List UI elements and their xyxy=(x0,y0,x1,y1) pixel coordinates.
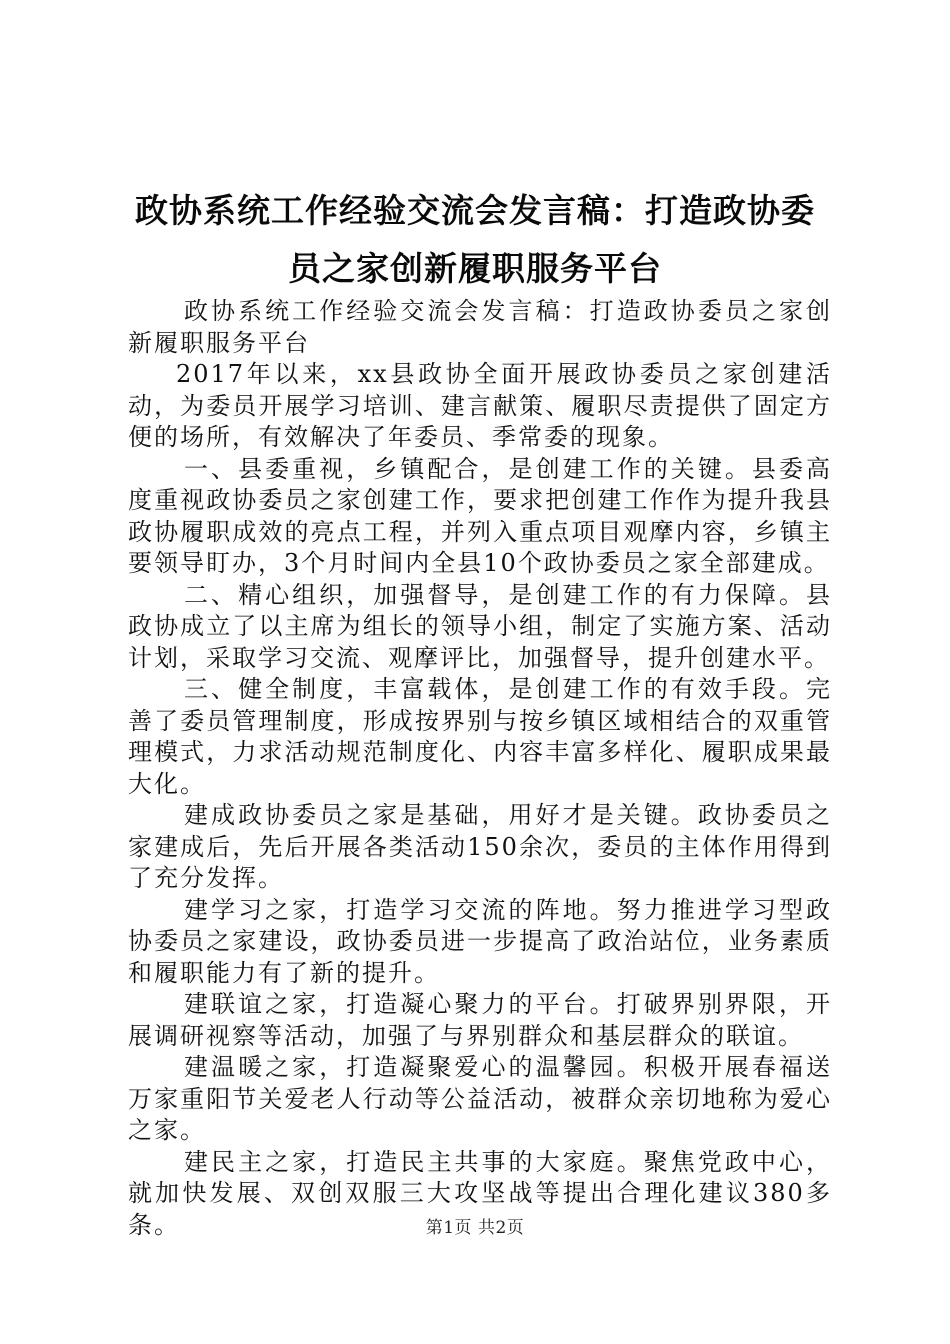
paragraph-intro: 2017年以来，xx县政协全面开展政协委员之家创建活动，为委员开展学习培训、建言献策、履职尽责提供了固定方便的场所，有效解决了年委员、季常委的现象。 xyxy=(128,360,832,451)
title-line-2: 员之家创新履职服务平台 xyxy=(288,249,662,288)
paragraph-friendship-home: 建联谊之家，打造凝心聚力的平台。打破界别界限，开展调研视察等活动，加强了与界别群众和基层群众的联谊。 xyxy=(128,990,832,1050)
paragraph-subtitle: 政协系统工作经验交流会发言稿：打造政协委员之家创新履职服务平台 xyxy=(128,297,832,357)
page-footer: 第1页 共2页 xyxy=(425,1218,525,1238)
paragraph-foundation: 建成政协委员之家是基础，用好才是关键。政协委员之家建成后，先后开展各类活动150余次，委员的主体作用得到了充分发挥。 xyxy=(128,801,832,892)
document-body xyxy=(128,296,832,1241)
paragraph-point-3: 三、健全制度，丰富载体，是创建工作的有效手段。完善了委员管理制度，形成按界别与按乡镇区域相结合的双重管理模式，力求活动规范制度化、内容丰富多样化、履职成果最大化。 xyxy=(128,675,832,798)
paragraph-warm-home: 建温暖之家，打造凝聚爱心的温馨园。积极开展春福送万家重阳节关爱老人行动等公益活动，被群众亲切地称为爱心之家。 xyxy=(128,1053,832,1144)
paragraph-point-1: 一、县委重视，乡镇配合，是创建工作的关键。县委高度重视政协委员之家创建工作，要求把创建工作作为提升我县政协履职成效的亮点工程，并列入重点项目观摩内容，乡镇主要领导盯办，3个月时间内全县10个政协委员之家全部建成。 xyxy=(128,454,832,577)
paragraph-study-home: 建学习之家，打造学习交流的阵地。努力推进学习型政协委员之家建设，政协委员进一步提高了政治站位，业务素质和履职能力有了新的提升。 xyxy=(128,895,832,987)
document-title xyxy=(100,182,850,298)
paragraph-point-2: 二、精心组织，加强督导，是创建工作的有力保障。县政协成立了以主席为组长的领导小组，制定了实施方案、活动计划，采取学习交流、观摩评比，加强督导，提升创建水平。 xyxy=(128,580,832,672)
title-line-1: 政协系统工作经验交流会发言稿：打造政协委 xyxy=(135,191,815,230)
paragraph-democracy-home: 建民主之家，打造民主共事的大家庭。聚焦党政中心，就加快发展、双创双服三大攻坚战等提出合理化建议380多条。 xyxy=(128,1147,832,1239)
